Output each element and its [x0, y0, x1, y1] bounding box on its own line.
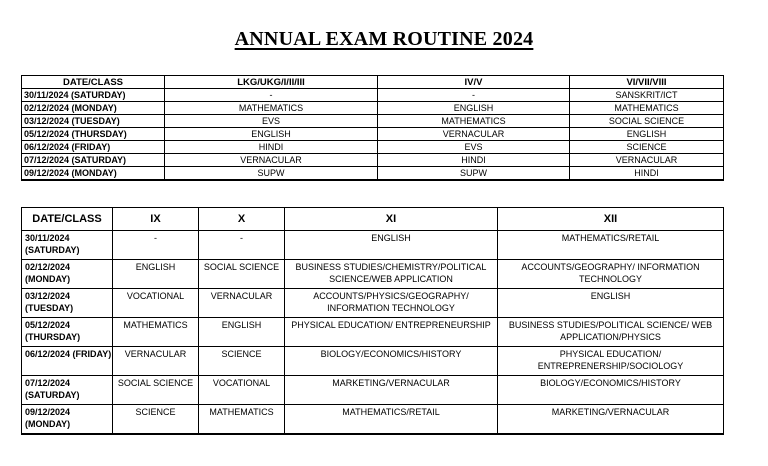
- subject-cell: BIOLOGY/ECONOMICS/HISTORY: [498, 376, 724, 405]
- table-row: [22, 89, 724, 102]
- subject-cell: -: [199, 231, 285, 260]
- table-row: [22, 128, 724, 141]
- table-row: [22, 141, 724, 154]
- date-cell: 07/12/2024 (SATURDAY): [22, 376, 113, 405]
- subject-cell: EVS: [165, 115, 378, 128]
- date-cell: 09/12/2024 (MONDAY): [22, 167, 165, 181]
- subject-cell: SCIENCE: [113, 405, 199, 435]
- table-header-row: [22, 76, 724, 89]
- date-cell: 05/12/2024 (THURSDAY): [22, 318, 113, 347]
- table-row: [22, 289, 724, 318]
- table-row: [22, 347, 724, 376]
- date-cell: 30/11/2024 (SATURDAY): [22, 231, 113, 260]
- column-header: IX: [113, 208, 199, 231]
- subject-cell: ENGLISH: [113, 260, 199, 289]
- subject-cell: MATHEMATICS: [113, 318, 199, 347]
- subject-cell: MATHEMATICS/RETAIL: [498, 231, 724, 260]
- subject-cell: MATHEMATICS: [165, 102, 378, 115]
- date-cell: 02/12/2024 (MONDAY): [22, 260, 113, 289]
- column-header: LKG/UKG/I/II/III: [165, 76, 378, 89]
- subject-cell: VERNACULAR: [570, 154, 724, 167]
- table-row: [22, 115, 724, 128]
- subject-cell: MARKETING/VERNACULAR: [285, 376, 498, 405]
- subject-cell: MARKETING/VERNACULAR: [498, 405, 724, 435]
- column-header: XII: [498, 208, 724, 231]
- column-header: IV/V: [378, 76, 570, 89]
- table-row: [22, 167, 724, 181]
- subject-cell: MATHEMATICS: [570, 102, 724, 115]
- table-header-row: [22, 208, 724, 231]
- table-row: [22, 260, 724, 289]
- subject-cell: ENGLISH: [199, 318, 285, 347]
- subject-cell: -: [113, 231, 199, 260]
- subject-cell: SOCIAL SCIENCE: [113, 376, 199, 405]
- subject-cell: -: [378, 89, 570, 102]
- subject-cell: MATHEMATICS/RETAIL: [285, 405, 498, 435]
- subject-cell: ENGLISH: [498, 289, 724, 318]
- subject-cell: MATHEMATICS: [378, 115, 570, 128]
- subject-cell: ENGLISH: [570, 128, 724, 141]
- junior-routine-table: [21, 75, 724, 181]
- column-header: VI/VII/VIII: [570, 76, 724, 89]
- senior-routine-table: [21, 207, 724, 435]
- subject-cell: SUPW: [378, 167, 570, 181]
- date-cell: 02/12/2024 (MONDAY): [22, 102, 165, 115]
- subject-cell: MATHEMATICS: [199, 405, 285, 435]
- date-cell: 30/11/2024 (SATURDAY): [22, 89, 165, 102]
- subject-cell: ENGLISH: [285, 231, 498, 260]
- subject-cell: PHYSICAL EDUCATION/ ENTREPRENEURSHIP: [285, 318, 498, 347]
- subject-cell: SOCIAL SCIENCE: [199, 260, 285, 289]
- subject-cell: VERNACULAR: [165, 154, 378, 167]
- subject-cell: ACCOUNTS/GEOGRAPHY/ INFORMATION TECHNOLOGY: [498, 260, 724, 289]
- subject-cell: EVS: [378, 141, 570, 154]
- table-row: [22, 102, 724, 115]
- subject-cell: BUSINESS STUDIES/CHEMISTRY/POLITICAL SCIENCE/WEB APPLICATION: [285, 260, 498, 289]
- subject-cell: SCIENCE: [199, 347, 285, 376]
- table-row: [22, 405, 724, 435]
- column-header: XI: [285, 208, 498, 231]
- date-cell: 09/12/2024 (MONDAY): [22, 405, 113, 435]
- subject-cell: ACCOUNTS/PHYSICS/GEOGRAPHY/ INFORMATION TECHNOLOGY: [285, 289, 498, 318]
- date-cell: 03/12/2024 (TUESDAY): [22, 115, 165, 128]
- subject-cell: -: [165, 89, 378, 102]
- subject-cell: SANSKRIT/ICT: [570, 89, 724, 102]
- subject-cell: VERNACULAR: [199, 289, 285, 318]
- date-cell: 06/12/2024 (FRIDAY): [22, 347, 113, 376]
- subject-cell: ENGLISH: [165, 128, 378, 141]
- date-cell: 07/12/2024 (SATURDAY): [22, 154, 165, 167]
- column-header: X: [199, 208, 285, 231]
- column-header: DATE/CLASS: [22, 76, 165, 89]
- subject-cell: SUPW: [165, 167, 378, 181]
- table-row: [22, 318, 724, 347]
- subject-cell: VOCATIONAL: [113, 289, 199, 318]
- subject-cell: ENGLISH: [378, 102, 570, 115]
- subject-cell: PHYSICAL EDUCATION/ ENTREPRENERSHIP/SOCIOLOGY: [498, 347, 724, 376]
- column-header: DATE/CLASS: [22, 208, 113, 231]
- date-cell: 05/12/2024 (THURSDAY): [22, 128, 165, 141]
- table-row: [22, 154, 724, 167]
- subject-cell: BIOLOGY/ECONOMICS/HISTORY: [285, 347, 498, 376]
- table-row: [22, 231, 724, 260]
- date-cell: 03/12/2024 (TUESDAY): [22, 289, 113, 318]
- subject-cell: SOCIAL SCIENCE: [570, 115, 724, 128]
- date-cell: 06/12/2024 (FRIDAY): [22, 141, 165, 154]
- table-row: [22, 376, 724, 405]
- subject-cell: HINDI: [570, 167, 724, 181]
- subject-cell: HINDI: [165, 141, 378, 154]
- subject-cell: HINDI: [378, 154, 570, 167]
- page-title: ANNUAL EXAM ROUTINE 2024: [234, 28, 534, 50]
- subject-cell: VERNACULAR: [113, 347, 199, 376]
- subject-cell: BUSINESS STUDIES/POLITICAL SCIENCE/ WEB APPLICATION/PHYSICS: [498, 318, 724, 347]
- subject-cell: VERNACULAR: [378, 128, 570, 141]
- subject-cell: SCIENCE: [570, 141, 724, 154]
- subject-cell: VOCATIONAL: [199, 376, 285, 405]
